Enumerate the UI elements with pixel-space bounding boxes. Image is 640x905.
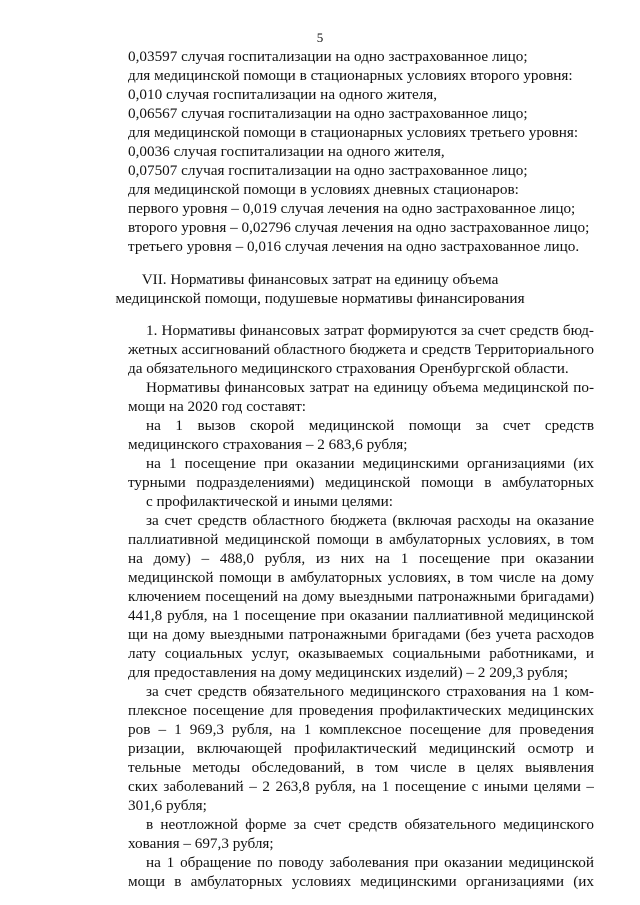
- text-line: для медицинской помощи в стационарных условиях третьего уровня:: [128, 124, 579, 141]
- text-line: с профилактической и иными целями:: [146, 493, 394, 510]
- text-line: 0,06567 случая госпитализации на одно застрахованное лицо;: [128, 105, 528, 122]
- text-line: медицинской помощи в амбулаторных условиях, в том числе на дому: [128, 569, 594, 586]
- text-line: да обязательного медицинского страхования Оренбургской области.: [128, 360, 569, 377]
- text-line: медицинского страхования – 2 683,6 рубля;: [128, 436, 408, 453]
- text-line: в неотложной форме за счет средств обязательного медицинского: [146, 816, 594, 833]
- text-line: на 1 обращение по поводу заболевания при оказании медицинской: [146, 854, 594, 871]
- text-line: жетных ассигнований областного бюджета и средств Территориального: [128, 341, 594, 358]
- page-number: 5: [316, 30, 324, 45]
- text-line: 441,8 рубля, на 1 посещение при оказании паллиативной медицинской: [128, 607, 594, 624]
- text-line: 1. Нормативы финансовых затрат формируются за счет средств бюд-: [146, 322, 594, 339]
- text-line: за счет средств обязательного медицинского страхования на 1 ком-: [146, 683, 594, 700]
- text-line: на 1 посещение при оказании медицинскими организациями (их: [146, 455, 594, 472]
- text-line: ключением посещений на дому выездными патронажными бригадами): [128, 588, 594, 605]
- section-heading: VII. Нормативы финансовых затрат на единицу объема: [141, 271, 499, 288]
- text-line: ризации, включающей профилактический медицинский осмотр и: [128, 740, 594, 757]
- text-line: паллиативной медицинской помощи в амбулаторных условиях, в том: [128, 531, 594, 548]
- text-line: мощи на 2020 год составят:: [128, 398, 307, 415]
- text-line: 0,0036 случая госпитализации на одного жителя,: [128, 143, 445, 160]
- text-line: 0,07507 случая госпитализации на одно застрахованное лицо;: [128, 162, 528, 179]
- text-line: на 1 вызов скорой медицинской помощи за счет средств: [146, 417, 594, 434]
- text-line: Нормативы финансовых затрат на единицу объема медицинской по-: [146, 379, 594, 396]
- text-line: 301,6 рубля;: [128, 797, 207, 814]
- text-line: для медицинской помощи в стационарных условиях второго уровня:: [128, 67, 573, 84]
- text-line: ских заболеваний – 2 263,8 рубля, на 1 посещение с иными целями –: [128, 778, 594, 795]
- text-line: за счет средств областного бюджета (включая расходы на оказание: [146, 512, 594, 529]
- text-line: 0,010 случая госпитализации на одного жителя,: [128, 86, 438, 103]
- text-line: второго уровня – 0,02796 случая лечения на одно застрахованное лицо;: [128, 219, 590, 236]
- text-line: для предоставления на дому медицинских изделий) – 2 209,3 рубля;: [128, 664, 569, 681]
- text-line: щи на дому выездными патронажными бригадами (без учета расходов: [128, 626, 594, 643]
- text-line: хования – 697,3 рубля;: [128, 835, 274, 852]
- text-line: третьего уровня – 0,016 случая лечения на одно застрахованное лицо.: [128, 238, 580, 255]
- text-line: мощи в амбулаторных условиях медицинскими организациями (их: [128, 873, 594, 890]
- text-line: ров – 1 969,3 рубля, на 1 комплексное посещение для проведения: [128, 721, 594, 738]
- text-line: 0,03597 случая госпитализации на одно застрахованное лицо;: [128, 48, 528, 65]
- text-line: тельные методы обследований, в том числе в целях выявления: [128, 759, 594, 776]
- text-line: на дому) – 488,0 рубля, из них на 1 посещение при оказании: [128, 550, 594, 567]
- text-line: плексное посещение для проведения профилактических медицинских: [128, 702, 594, 719]
- text-line: турными подразделениями) медицинской помощи в амбулаторных: [128, 474, 594, 491]
- text-line: для медицинской помощи в условиях дневных стационаров:: [128, 181, 519, 198]
- section-heading: медицинской помощи, подушевые нормативы финансирования: [115, 290, 525, 307]
- text-line: лату социальных услуг, оказываемых социальными работниками, и: [128, 645, 594, 662]
- text-line: первого уровня – 0,019 случая лечения на одно застрахованное лицо;: [128, 200, 576, 217]
